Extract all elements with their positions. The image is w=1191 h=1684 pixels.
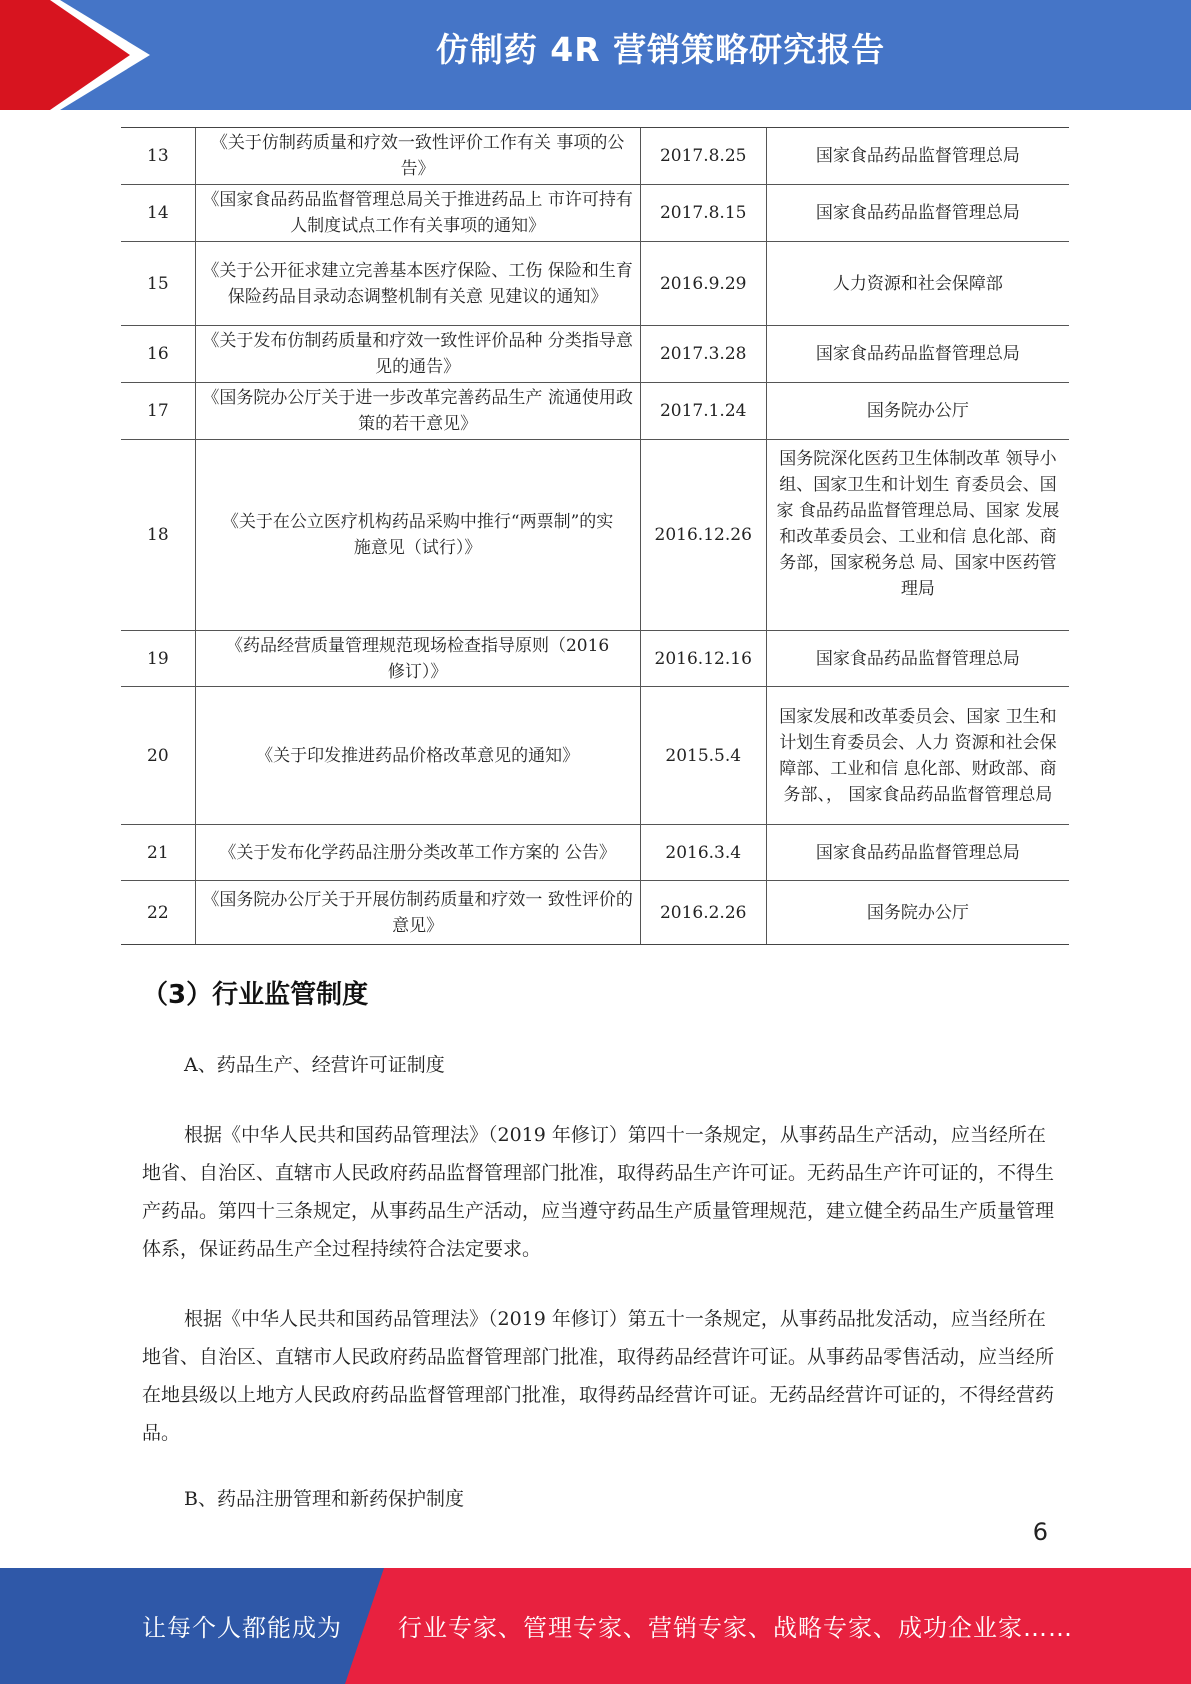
page-number: 6 bbox=[1032, 1518, 1048, 1546]
row-number: 16 bbox=[121, 326, 195, 383]
page-header bbox=[0, 0, 1191, 110]
policy-issuer: 人力资源和社会保障部 bbox=[766, 242, 1069, 326]
policy-date: 2017.3.28 bbox=[640, 326, 766, 383]
policy-date: 2016.9.29 bbox=[640, 242, 766, 326]
paragraph-production-license: 根据《中华人民共和国药品管理法》（2019 年修订）第四十一条规定，从事药品生产活动，应当经所在地省、自治区、直辖市人民政府药品监督管理部门批准，取得药品生产许可证。无药品生产许可证的，不得生产药品。第四十三条规定，从事药品生产活动，应当遵守药品生产质量管理规范，建立健全药品生产质量管理体系，保证药品生产全过程持续符合法定要求。 bbox=[142, 1124, 1055, 1260]
policy-title: 《关于发布仿制药质量和疗效一致性评价品种 分类指导意见的通告》 bbox=[195, 326, 640, 383]
policy-issuer: 国家食品药品监督管理总局 bbox=[766, 631, 1069, 687]
table-row bbox=[121, 825, 1069, 881]
policy-title: 《国务院办公厅关于进一步改革完善药品生产 流通使用政策的若干意见》 bbox=[195, 383, 640, 440]
section-heading: （3）行业监管制度 bbox=[142, 980, 369, 1010]
row-number: 21 bbox=[121, 825, 195, 881]
policy-table bbox=[121, 127, 1069, 945]
policy-title: 《关于仿制药质量和疗效一致性评价工作有关 事项的公告》 bbox=[195, 128, 640, 185]
row-number: 18 bbox=[121, 440, 195, 631]
row-number: 14 bbox=[121, 185, 195, 242]
policy-title: 《关于发布化学药品注册分类改革工作方案的 公告》 bbox=[195, 825, 640, 881]
policy-issuer: 国务院深化医药卫生体制改革 领导小组、国家卫生和计划生 育委员会、国家 食品药品监督管理总局、国家 发展和改革委员会、工业和信 息化部、商务部，国家税务总 局、国家中医药管理局 bbox=[766, 440, 1069, 631]
policy-title: 《关于在公立医疗机构药品采购中推行“两票制”的实施意见（试行）》 bbox=[195, 440, 640, 631]
table-row bbox=[121, 881, 1069, 945]
policy-title: 《国务院办公厅关于开展仿制药质量和疗效一 致性评价的意见》 bbox=[195, 881, 640, 945]
policy-title: 《关于公开征求建立完善基本医疗保险、工伤 保险和生育保险药品目录动态调整机制有关意 见建议的通知》 bbox=[195, 242, 640, 326]
report-title: 仿制药 4R 营销策略研究报告 bbox=[435, 30, 886, 69]
row-number: 22 bbox=[121, 881, 195, 945]
policy-issuer: 国务院办公厅 bbox=[766, 881, 1069, 945]
policy-issuer: 国家食品药品监督管理总局 bbox=[766, 326, 1069, 383]
table-row bbox=[121, 242, 1069, 326]
policy-date: 2015.5.4 bbox=[640, 687, 766, 825]
policy-date: 2017.8.15 bbox=[640, 185, 766, 242]
table-row bbox=[121, 687, 1069, 825]
table-row bbox=[121, 185, 1069, 242]
footer-slogan-right: 行业专家、管理专家、营销专家、战略专家、成功企业家…… bbox=[398, 1614, 1073, 1642]
row-number: 17 bbox=[121, 383, 195, 440]
paragraph-business-license: 根据《中华人民共和国药品管理法》（2019 年修订）第五十一条规定，从事药品批发活动，应当经所在地省、自治区、直辖市人民政府药品监督管理部门批准，取得药品经营许可证。从事药品零售活动，应当经所在地县级以上地方人民政府药品监督管理部门批准，取得药品经营许可证。无药品经营许可证的，不得经营药品。 bbox=[142, 1308, 1055, 1444]
policy-title: 《国家食品药品监督管理总局关于推进药品上 市许可持有人制度试点工作有关事项的通知》 bbox=[195, 185, 640, 242]
policy-date: 2017.1.24 bbox=[640, 383, 766, 440]
table-row bbox=[121, 383, 1069, 440]
row-number: 20 bbox=[121, 687, 195, 825]
subheading-a: A、药品生产、经营许可证制度 bbox=[184, 1054, 445, 1076]
policy-issuer: 国家发展和改革委员会、国家 卫生和计划生育委员会、人力 资源和社会保障部、工业和信 息化部、财政部、商务部、， 国家食品药品监督管理总局 bbox=[766, 687, 1069, 825]
policy-date: 2016.12.16 bbox=[640, 631, 766, 687]
subheading-b: B、药品注册管理和新药保护制度 bbox=[184, 1488, 464, 1510]
table-row bbox=[121, 128, 1069, 185]
policy-issuer: 国家食品药品监督管理总局 bbox=[766, 185, 1069, 242]
policy-issuer: 国务院办公厅 bbox=[766, 383, 1069, 440]
policy-title: 《药品经营质量管理规范现场检查指导原则（2016 修订）》 bbox=[195, 631, 640, 687]
policy-date: 2017.8.25 bbox=[640, 128, 766, 185]
page-footer bbox=[0, 1568, 1191, 1684]
policy-date: 2016.12.26 bbox=[640, 440, 766, 631]
table-row bbox=[121, 326, 1069, 383]
row-number: 15 bbox=[121, 242, 195, 326]
policy-date: 2016.2.26 bbox=[640, 881, 766, 945]
row-number: 13 bbox=[121, 128, 195, 185]
policy-issuer: 国家食品药品监督管理总局 bbox=[766, 128, 1069, 185]
policy-title: 《关于印发推进药品价格改革意见的通知》 bbox=[195, 687, 640, 825]
table-row bbox=[121, 440, 1069, 631]
table-row bbox=[121, 631, 1069, 687]
policy-issuer: 国家食品药品监督管理总局 bbox=[766, 825, 1069, 881]
footer-slogan-left: 让每个人都能成为 bbox=[142, 1614, 342, 1642]
policy-date: 2016.3.4 bbox=[640, 825, 766, 881]
row-number: 19 bbox=[121, 631, 195, 687]
